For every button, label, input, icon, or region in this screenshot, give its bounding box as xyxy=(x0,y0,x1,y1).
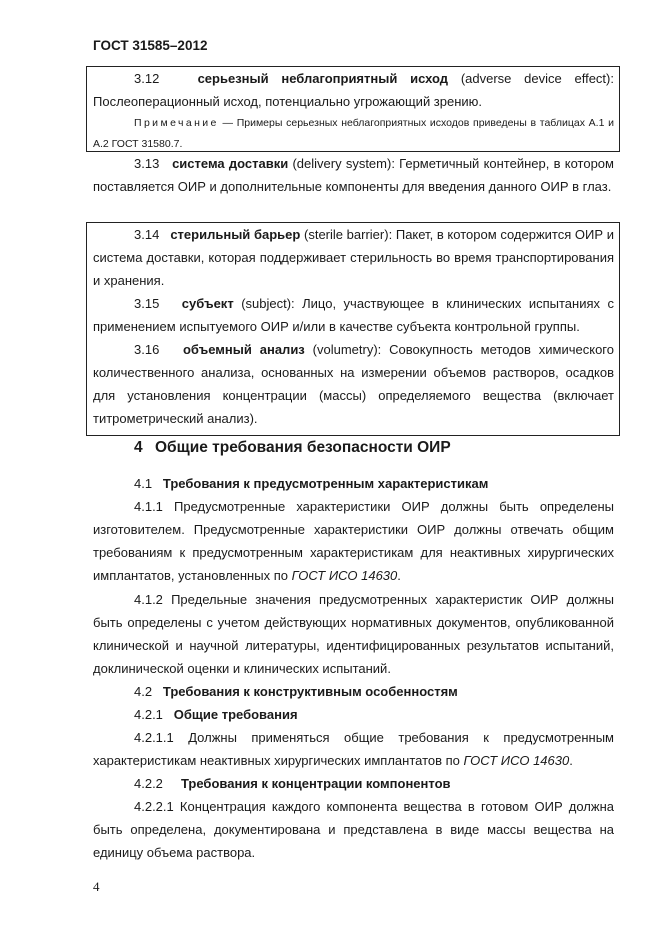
changed-text-box-2 xyxy=(86,222,620,436)
section-title: Общие требования безопасности ОИР xyxy=(155,439,451,456)
term: система доставки xyxy=(172,156,289,171)
section-number: 4 xyxy=(134,439,143,456)
term: объемный анализ xyxy=(182,342,305,357)
term: субъект xyxy=(181,296,234,311)
clause-number: 3.14 xyxy=(134,227,160,242)
changed-text-box-1 xyxy=(86,66,620,152)
clause-number: 4.2.2 xyxy=(134,776,163,791)
clause-number: 4.2 xyxy=(134,684,153,699)
clause-4-1-2 xyxy=(93,588,614,680)
subsection-title: Требования к конструктивным особенностям xyxy=(162,684,458,699)
clause-text: 4.1.2 Предельные значения предусмотренных характеристик ОИР должны быть определены с учетом действующих нормативных документов, опубликованной клинической и научной литературы, идентифицированных результатов испытаний, доклинической оценки и клинических испытаний. xyxy=(93,592,614,676)
subsection-title: Требования к предусмотренным характеристикам xyxy=(162,476,489,491)
definition-3-16 xyxy=(93,338,614,430)
clause-number: 4.2.1 xyxy=(134,707,163,722)
clause-number: 4.1 xyxy=(134,476,153,491)
section-4-heading xyxy=(134,439,451,457)
document-header: ГОСТ 31585–2012 xyxy=(93,38,208,53)
subsection-title: Требования к концентрации компонентов xyxy=(180,776,451,791)
definition-3-14 xyxy=(93,223,614,292)
clause-number: 3.15 xyxy=(134,296,160,311)
definition-3-15 xyxy=(93,292,614,338)
subsection-4-1-heading xyxy=(93,472,614,495)
term: стерильный барьер xyxy=(170,227,301,242)
clause-4-2-1-1 xyxy=(93,726,614,772)
note-label: Примечание xyxy=(134,117,219,129)
definition-text: (delivery system): Герметичный контейнер, в котором поставляется ОИР и дополнительные компоненты для введения данного ОИР в глаз. xyxy=(93,156,614,194)
definition-text: (sterile barrier): Пакет, в котором содержится ОИР и система доставки, которая поддерживает стерильность во время транспортирования и хранения. xyxy=(93,227,614,288)
clause-text: 4.1.1 Предусмотренные характеристики ОИР должны быть определены изготовителем. Предусмотренные характеристики ОИР должны отвечать общим требованиям к предусмотренным характеристикам для неактивных хирургических имплантатов, установленных по xyxy=(93,499,614,583)
subsection-4-2-heading xyxy=(93,680,614,703)
note xyxy=(93,113,614,155)
definition-3-13 xyxy=(93,152,614,198)
subsection-title: Общие требования xyxy=(173,707,298,722)
definition-3-12 xyxy=(93,67,614,155)
standard-reference: ГОСТ ИСО 14630 xyxy=(463,753,570,768)
page-number: 4 xyxy=(93,879,100,894)
clause-4-2-2-1 xyxy=(93,795,614,864)
standard-reference: ГОСТ ИСО 14630 xyxy=(291,568,398,583)
definition-text: (subject): Лицо, участвующее в клинических испытаниях с применением испытуемого ОИР и/или в качестве субъекта контрольной группы. xyxy=(93,296,614,334)
punctuation: . xyxy=(397,568,401,583)
clause-4-1-1 xyxy=(93,495,614,587)
subsection-4-2-2-heading xyxy=(93,772,614,795)
definition-text: (volumetry): Совокупность методов химического количественного анализа, основанных на измерении объемов растворов, осадков для установления концентрации (массы) определяемого вещества (включает титрометрический анализ). xyxy=(93,342,614,426)
note-text: — Примеры серьезных неблагоприятных исходов приведены в таблицах А.1 и А.2 ГОСТ 31580.7. xyxy=(93,117,614,150)
definition-text: (adverse device effect): Послеоперационный исход, потенциально угрожающий зрению. xyxy=(93,71,614,109)
punctuation: . xyxy=(569,753,573,768)
clause-number: 3.13 xyxy=(134,156,160,171)
clause-number: 3.16 xyxy=(134,342,160,357)
clause-text: 4.2.1.1 Должны применяться общие требования к предусмотренным характеристикам неактивных хирургических имплантатов по xyxy=(93,730,614,768)
definitions-3-14-to-3-16 xyxy=(93,223,614,430)
clause-number: 3.12 xyxy=(134,71,160,86)
subsection-4-2-1-heading xyxy=(93,703,614,726)
term: серьезный неблагоприятный исход xyxy=(197,71,449,86)
clause-text: 4.2.2.1 Концентрация каждого компонента вещества в готовом ОИР должна быть определена, документирована и представлена в виде массы вещества на единицу объема раствора. xyxy=(93,799,614,860)
